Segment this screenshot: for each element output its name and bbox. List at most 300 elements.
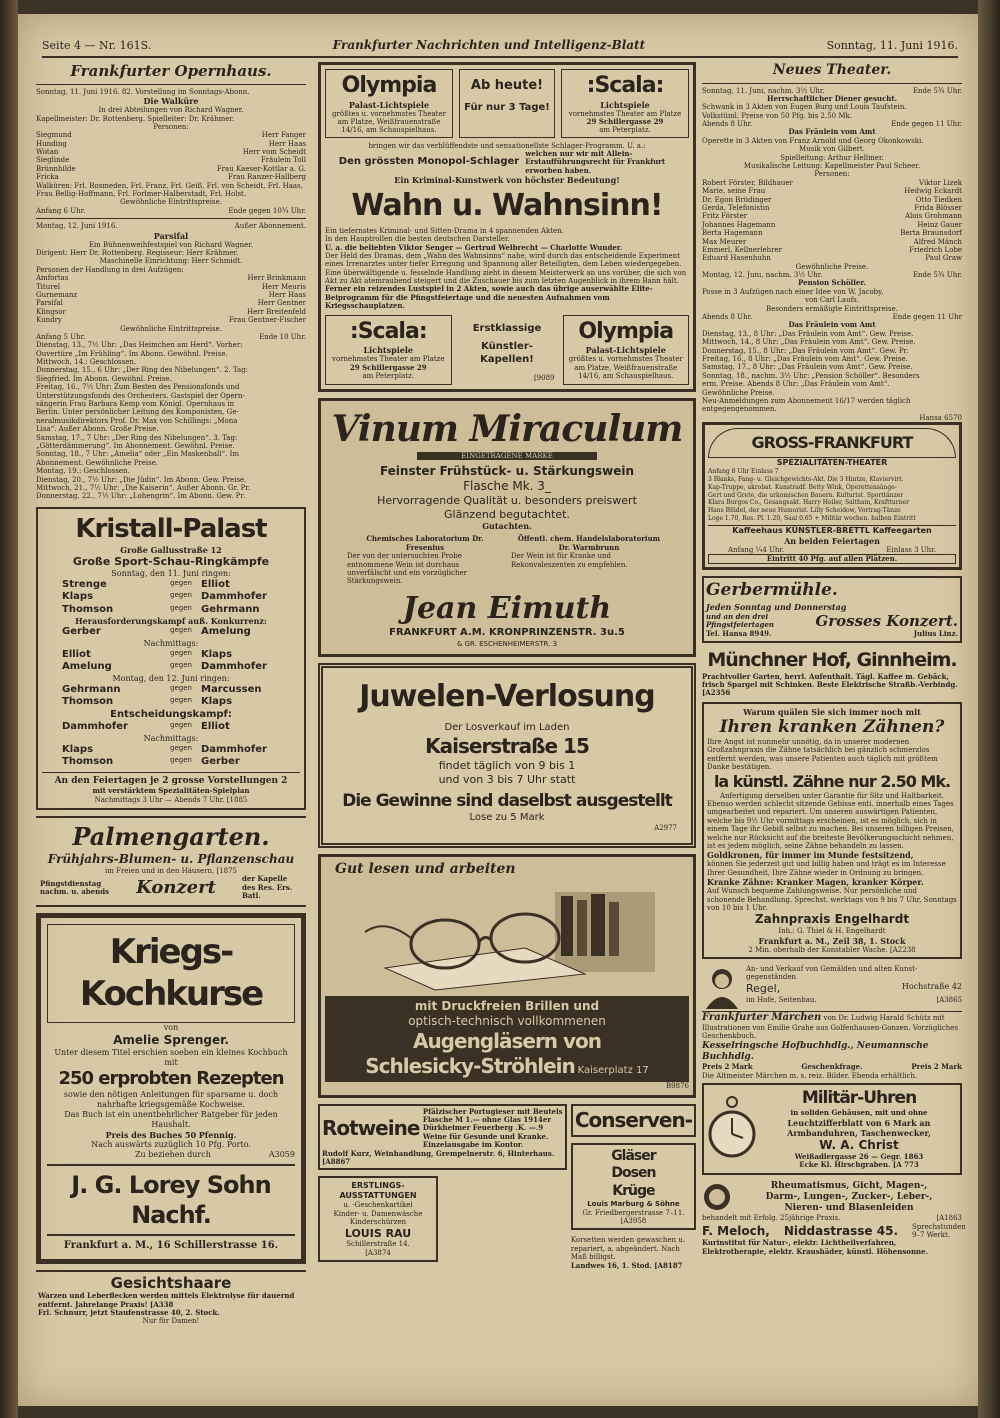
juwelen-line-4: und von 3 bis 7 Uhr statt <box>438 772 576 786</box>
muench-title: Münchner Hof, Ginnheim. <box>707 648 957 671</box>
kristall-monday-afternoon <box>42 744 300 769</box>
opera-cast2-performer: Frau Gentner-Fischer <box>228 316 306 325</box>
wrestler-name: Elliot <box>62 648 91 660</box>
kochkurse-text-1: Unter diesem Titel erschien soeben ein kleines Kochbuch mit <box>54 1047 288 1067</box>
opera-cast2-role: Parsifal <box>36 299 63 308</box>
zahn-question-1: Warum quälen Sie sich immer noch mit <box>743 706 921 717</box>
wrestler-name: Dammhofer <box>201 743 267 755</box>
meloch-name: F. Meloch, <box>702 1223 770 1238</box>
erstlings-name: LOUIS RAU <box>344 1226 412 1240</box>
brillen-line-2: optisch-technisch vollkommenen <box>408 1014 606 1029</box>
glaeser-address: Gr. Friedbergerstrasse 7–11. <box>582 1208 685 1217</box>
neues-cast <box>702 179 962 263</box>
kochkurse-text-3: Das Buch ist ein unentbehrlicher Ratgeber für jeden Haushalt. <box>64 1110 278 1130</box>
wrestler-name: Thomson <box>62 696 114 708</box>
rotweine-title: Rotweine <box>322 1116 420 1141</box>
olympia-title-2: Olympia <box>578 318 674 344</box>
opera-program-line: Dienstag, 20., 7½ Uhr: „Die Jüdin“. Im Abonn. Gew. Preise. <box>36 475 247 484</box>
opera-program-line: Donnerstag, 15., 6 Uhr: „Der Ring des Nibelungen“. 2. Tag: <box>36 366 249 375</box>
meloch-line-4: behandelt mit Erfolg. 25jährige Praxis. <box>702 1214 841 1223</box>
opera-cast2-role: Titurel <box>36 282 60 291</box>
neues-cast-performer: Berta Braunsdorf <box>900 229 962 238</box>
neues-program-line: Gewöhnliche Preise. <box>702 388 775 397</box>
neues-work-1: Herrschaftlicher Diener gesucht. <box>766 93 898 103</box>
opera-cast2-role: Kundry <box>36 316 62 325</box>
zahn-kranke: Kranke Zähne: Kranker Magen, kranker Körper. <box>707 877 924 888</box>
opera-cast2-row <box>36 308 306 316</box>
vinum-lab-2 <box>511 535 667 585</box>
kristall-monday-fights <box>42 684 300 709</box>
kriegs-kochkurse-ad <box>36 913 306 1264</box>
wrestler-name: Klaps <box>62 743 94 755</box>
kochkurse-price: Preis des Buches 50 Pfennig. <box>105 1130 237 1141</box>
opera-cast2-performer: Herr Haas <box>268 290 306 299</box>
wahn-text-3: U. a. die beliebten Viktor Senger — Gertrud Welbrecht — Charlotte Wunder. <box>325 242 623 252</box>
opera-cast1-role: Brünnhilde <box>36 164 76 173</box>
meloch-code: [A1863 <box>936 1214 962 1223</box>
zahn-gold: Goldkronen, für immer im Munde festsitzend, <box>707 850 914 861</box>
neues-cast-performer: Paul Graw <box>925 254 962 263</box>
kristall-palast-ad <box>36 507 306 810</box>
neues-cast-performer: Heinz Gauer <box>917 220 962 229</box>
rotweine-text: Pfälzischer Portugieser mit Beutels Flasche M 1.— ohne Glas 1914er Dürkheimer Feuerberg .K. —.9 Weine für Gesunde und Kranke. Einzelausgabe im Kontor. <box>422 1106 563 1150</box>
opera-cast1-row <box>36 173 306 181</box>
opera-prices-1: Gewöhnliche Eintrittspreise. <box>120 198 222 207</box>
vinum-quality: Hervorragende Qualität u. besonders preiswert <box>377 493 637 507</box>
gerbermuehle-ad <box>702 576 962 642</box>
wrestler-name: Gerber <box>62 626 101 638</box>
juwelen-line-3: findet täglich von 9 bis 1 <box>438 759 576 773</box>
glaeser-line-3: Krüge <box>612 1182 655 1199</box>
kristall-challenge-fight <box>42 626 300 639</box>
gerber-konzert: Grosses Konzert. <box>815 611 958 630</box>
meloch-line-3: Nieren- und Blasenleiden <box>784 1203 914 1214</box>
kapellen-line-1: Erstklassige <box>472 322 542 334</box>
opera-cast1-performer: Herr vom Scheidt <box>242 148 306 157</box>
gesichtshaare-ad <box>36 1270 306 1328</box>
opera-abo-2: Außer Abonnement. <box>234 222 306 231</box>
scala-text2-1: am Peterplatz. <box>599 126 651 135</box>
neues-line-12: Besonders ermäßigte Eintrittspreise. <box>766 304 898 313</box>
opera-program-line: Ouvertüre „Im Frühling“. Im Abonn. Gewöhnl. Preise. <box>36 349 228 358</box>
gross-program-line: Klara Burgos Co., Gesangsakt. Harry Heiler, Saltham, Kraftturner <box>708 499 909 507</box>
neues-cast-role: Marie, seine Frau <box>702 187 766 196</box>
neues-line-10: Posse in 3 Aufzügen nach einer Idee von W. Jacoby, <box>702 287 884 296</box>
neues-cast-row <box>702 229 962 237</box>
neues-end-3: Ende 5¾ Uhr. <box>912 271 962 280</box>
opera-cast1-role: Fricka <box>36 173 59 182</box>
palmengarten-ad <box>36 816 306 907</box>
opera-cast2-role: Klingsor <box>36 307 66 316</box>
vinum-approved: Glänzend begutachtet. <box>444 507 570 521</box>
gerber-line-1: Jeden Sonntag und Donnerstag <box>706 601 847 612</box>
neues-cast-row <box>702 179 962 187</box>
pocket-watch-icon <box>707 1094 757 1164</box>
wrestler-name: Gehrmann <box>201 603 260 615</box>
opera-date-2: Montag, 12. Juni 1916. <box>36 222 118 231</box>
zahnpraxis-ad <box>702 702 962 959</box>
vinum-address: FRANKFURT A.M. KRONPRINZENSTR. 3u.5 <box>389 627 625 639</box>
wahn-intro: bringen wir das verblüffendste und sensationellste Schlager-Programm. U. a.: <box>368 141 646 150</box>
wrestler-name: Elliot <box>201 721 230 733</box>
gross-kaffee: Kaffeehaus KÜNSTLER-BRETTL Kaffeegarten <box>708 525 956 536</box>
gerber-name: Julius Linz. <box>913 629 958 639</box>
conserven-title: Conserven- <box>574 1107 692 1132</box>
opera-date-1: Sonntag, 11. Juni 1916. 82. Vorstellung im Sonntags-Abonn. <box>36 87 250 96</box>
kristall-subtitle: Große Sport-Schau-Ringkämpfe <box>72 555 270 569</box>
zahn-owner: Inh.: G. Thiel & H. Engelhardt <box>778 927 886 936</box>
neues-cast-role: Eduard Hasenhuhn <box>702 254 771 263</box>
militaer-line-1: in soliden Gehäusen, mit und ohne <box>790 1108 928 1118</box>
neues-program-line: erm. Preise. Abends 8 Uhr: „Das Fräulein vom Amt“. <box>702 380 890 389</box>
vinum-maker: Jean Eimuth <box>402 590 612 626</box>
olympia-title-1: Olympia <box>341 73 437 98</box>
wrestler-name: Amelung <box>201 626 251 638</box>
meloch-address: Niddastrasse 45. <box>783 1223 898 1238</box>
zahn-text-4: können Sie jederzeit gut und billig haben und trägt es im Interesse Ihrer Gesundheit, Ihre Zähne wieder in Ordnung zu bringen. <box>707 860 946 877</box>
erstlings-line-3: u. -Geschenkartikel <box>343 1201 413 1210</box>
neues-cast-performer: Frida Blösser <box>914 203 962 212</box>
neues-cast-row <box>702 246 962 254</box>
neues-cast-performer: Alois Grohmann <box>904 212 962 221</box>
neues-theater-listing <box>702 62 962 414</box>
gegen-label: gegen <box>170 578 192 587</box>
zahn-text-5: Auf Wunsch bequeme Zahlungsweise. Nur persönliche und schonende Behandlung. Sprechst. werktags von 9 bis 7 Uhr, Sonntags von 10 bis 1 Uhr. <box>707 887 957 912</box>
opera-cast1-performer: Fräulein Toll <box>260 156 306 165</box>
militaer-name: W. A. Christ <box>819 1137 899 1152</box>
scala-title-1: Scala <box>594 73 656 98</box>
scala-text-1: vornehmstes Theater am Platze <box>568 109 682 118</box>
scala-sub-2: Lichtspiele <box>363 345 413 356</box>
wahn-intro-2: Den grössten Monopol-Schlager <box>338 156 520 168</box>
heute-line-2: Für nur 3 Tage! <box>464 102 550 114</box>
maerchen-text: von Dr. Ludwig Harald Schütz mit Illustrationen von Emilie Grahe aus Golfenhausen-Gonzen. Vorzügliches Geschenkbuch. <box>702 1014 959 1041</box>
neues-cast-role: Fritz Förster <box>702 212 748 221</box>
neues-line-8: Musikalische Leitung: Kapellmeister Paul Scheer. <box>743 162 921 171</box>
glaeser-line-1: Gläser <box>611 1147 656 1164</box>
glasses-illustration <box>325 878 685 996</box>
kristall-sunday: Sonntag, den 11. Juni ringen: <box>111 568 231 578</box>
regel-line-1: An- und Verkauf von Gemälden und alten Kunst- <box>746 965 918 974</box>
neues-cast-row <box>702 196 962 204</box>
rotweine-ad <box>318 1104 567 1171</box>
opera-program-line: Dienstag, 13., 7½ Uhr: „Das Heimchen am Herd“. Vorher: <box>36 341 243 350</box>
gross-program-line: Anfang 8 Uhr Einlass 7 <box>708 468 779 476</box>
vinum-lab2-text: Der Wein ist für Kranke und Rekonvaleszenten zu empfehlen. <box>511 552 628 569</box>
neues-title: Neues Theater. <box>772 62 892 78</box>
wrestler-name: Thomson <box>62 603 114 615</box>
masthead: Frankfurter Nachrichten und Intelligenz-Blatt <box>332 38 646 52</box>
zahn-text-1: Ihre Angst ist nunmehr unnötig, da in unserer modernen Großzahnpraxis die Zähne tatsächlich bei gänzlich schmerzlos entfernt werden, was unsere Patienten auch täglich mit größtem Danke bestätigen. <box>707 738 938 772</box>
kochkurse-author: Amelie Sprenger. <box>113 1032 229 1047</box>
wahn-intro-3: Ein Kriminal-Kunstwerk von höchster Bedeutung! <box>394 175 620 186</box>
neues-program-line: Neu-Anmeldungen zum Abonnement 16/17 werden täglich <box>702 396 911 405</box>
opera-cast1-role: Sieglinde <box>36 156 70 165</box>
gross-program <box>708 468 956 523</box>
neues-line-6: Musik von Gilbert. <box>799 145 865 154</box>
maerchen-title: Frankfurter Märchen <box>702 1012 822 1024</box>
gegen-label: gegen <box>170 603 192 612</box>
regel-line-2: gegenständen <box>746 973 796 982</box>
opera-cast2-row <box>36 316 306 324</box>
gross-einlass: Einlass 3 Uhr. <box>886 545 936 554</box>
gesicht-text: Warzen und Leberflecken werden mittels Elektrolyse für dauernd entfernt. Jahrelange Praxis! [A338 <box>38 1291 295 1309</box>
neues-end-1: Ende 5¾ Uhr. <box>912 86 962 95</box>
opera-cast1-performer: Herr Fanger <box>261 131 306 140</box>
opera-cast2-performer: Herr Breitenfeld <box>247 307 306 316</box>
neues-cast-role: Robert Förster, Bildhauer <box>702 178 793 187</box>
gerber-line-2: und an den drei Pfingstfeiertagen <box>706 611 774 630</box>
kristall-footer-3: Nachmittags 3 Uhr — Abends 7 Uhr. [1885 <box>94 795 248 804</box>
opera-start-1: Anfang 6 Uhr. <box>36 206 86 215</box>
glaeser-ad <box>571 1143 696 1231</box>
regel-address: Hochstraße 42 <box>901 981 962 991</box>
vinum-title: Vinum Miraculum <box>331 407 683 450</box>
opera-program-line: „Götterdämmerung“. Im Abonnement. Gewöhnl. Preise. <box>36 441 235 450</box>
opera-cast1-role: Wotan <box>36 148 59 157</box>
opera-cast1-role: Hunding <box>36 139 67 148</box>
opera-cast2-row <box>36 274 306 282</box>
kristall-sunday-afternoon <box>42 649 300 674</box>
erstlings-line-1: ERSTLINGS- <box>351 1181 405 1191</box>
opera-end-2: Ende 10 Uhr. <box>259 332 306 341</box>
meloch-line-1: Rheumatismus, Gicht, Magen-, <box>770 1180 928 1191</box>
page-gutter <box>0 0 18 1418</box>
page-edge <box>978 0 1000 1418</box>
fight-pairing <box>42 626 300 639</box>
glaeser-code: [A3958 <box>620 1216 647 1225</box>
neues-end-2: Ende gegen 11 Uhr. <box>891 120 962 129</box>
kristall-footer: An den Feiertagen je 2 grosse Vorstellungen 2 <box>54 775 288 786</box>
vinum-price: Flasche Mk. 3_ <box>463 478 551 493</box>
opera-program-line: sängerin Frau Barbara Kemp vom Königl. Opernhaus in <box>36 400 235 409</box>
neues-date-3: Montag, 12. Juni, nachm. 3½ Uhr. <box>702 271 823 280</box>
zahn-price: la künstl. Zähne nur 2.50 Mk. <box>713 771 951 791</box>
neues-program-line: Samstag, 17., 8 Uhr: „Das Fräulein vom Amt“. Gew. Preise. <box>702 363 913 372</box>
kochkurse-text-2: sowie den nötigen Anleitungen für sparsame u. doch nahrhafte kriegsgemäße Kochweise. <box>63 1090 279 1110</box>
opera-title: Frankfurter Opernhaus. <box>70 62 272 80</box>
kapellen-code: [9089 <box>533 374 555 383</box>
kristall-decision: Entscheidungskampf: <box>110 708 232 720</box>
scala-addr-1: 29 Schillergasse 29 <box>586 116 664 126</box>
gerber-tel: Tel. Hansa 8949. <box>706 629 772 639</box>
neues-program-line: Mittwoch, 14., 8 Uhr: „Das Fräulein vom Amt“. Gew. Preise. <box>702 338 916 347</box>
olympia-scala-ad <box>318 62 696 392</box>
opera-cast1-performer: Frau Ranzer-Hallberg <box>228 173 306 182</box>
fight-pairing <box>42 604 300 617</box>
brillen-code: B9876 <box>666 1082 689 1091</box>
page-header <box>42 34 958 58</box>
zahn-text-3: Ebenso werden schlecht sitzende Gebisse enti. innerhalb eines Tages umgearbeitet und repariert. Um unseren auswärtigen Patienten, welche bis 9½ Uhr vormittags erscheinen, ist es möglich, sich in einem Tage ihr Gebiß selbst zu machen. Bei unseren billigen Preisen, welche nur Rücksicht auf die breiteste Bevölkerungsschicht nehmen, ist es jedem möglich, seine Zähne behandeln zu lassen. <box>707 800 954 850</box>
neues-cast-row <box>702 204 962 212</box>
wrestler-name: Amelung <box>62 661 112 673</box>
opera-end-1: Ende gegen 10¾ Uhr. <box>228 206 306 215</box>
bottom-right-stack <box>571 1104 696 1270</box>
conserven-ad <box>571 1104 696 1137</box>
gross-phone: Hansa 6570 <box>919 413 962 422</box>
neues-work-4: Das Fräulein vom Amt <box>788 320 876 330</box>
olympia-sub-1: Palast-Lichtspiele <box>348 99 430 110</box>
opera-cast1-row <box>36 131 306 139</box>
opera-cast2-role: Amfortas <box>36 274 69 283</box>
gerber-title: Gerbermühle. <box>706 580 838 601</box>
wahn-text-5: Ferner ein reizendes Lustspiel in 2 Akten, sowie auch das übrige auserwählte Elite-Beiprogramm für die Pfingstfeiertage und die neuesten Aufnahmen vom Kriegsschauplatzen. <box>325 284 653 311</box>
olympia-sub-2: Palast-Lichtspiele <box>585 345 666 356</box>
olympia-box-2 <box>563 315 690 385</box>
glaeser-name: Louis Marburg & Söhne <box>587 1200 680 1209</box>
olympia-text-2: größtes u. vornehmstes Theater am Platze, Weißfrauenstraße 14/16, am Schauspielhaus. <box>568 355 683 380</box>
wrestler-name: Gehrmann <box>62 683 121 695</box>
brillen-dark-band <box>325 996 689 1082</box>
heute-box <box>459 69 555 138</box>
gross-anfang: Anfang ¼4 Uhr. <box>728 545 785 554</box>
fight-pairing <box>42 721 300 734</box>
rotweine-name: Rudolf Kurz, Weinhandlung, Grempelnerstr. 6, Hinterhaus. [A8867 <box>322 1148 555 1167</box>
neues-persons: Personen: <box>814 170 850 179</box>
opera-start-2: Anfang 5 Uhr. <box>36 332 86 341</box>
bottom-row-ads <box>318 1104 696 1270</box>
opera-program-line: Samstag, 17., 7 Uhr: „Der Ring des Nibelungen“. 3. Tag: <box>36 433 238 442</box>
neues-line-3: Volkstüml. Preise von 50 Pfg. bis 2.50 Mk. <box>702 111 852 120</box>
vinum-lab-1 <box>347 535 503 585</box>
erstlings-ad <box>318 1176 438 1262</box>
gegen-label: gegen <box>170 648 192 657</box>
neues-line-5: Operette in 3 Akten von Franz Arnold und Georg Okonkowski. <box>702 136 924 145</box>
palmen-subtitle: Frühjahrs-Blumen- u. Pflanzenschau <box>47 852 295 866</box>
fight-pairing <box>42 744 300 757</box>
meloch-hours: Sprechstunden 9–7 Werkt. <box>911 1222 966 1240</box>
vinum-address-2: & GR. ESCHENHEIMERSTR. 3 <box>456 639 558 648</box>
erstlings-line-4: Kinder- u. Damenwäsche <box>333 1209 423 1218</box>
opera-program-line: Unterstützungsfonds des Orchesters. Gastspiel der Opern- <box>36 391 245 400</box>
muench-text: Prachtvoller Garten, herrl. Aufenthalt. Tägl. Kaffee m. Gebäck, frisch Spargel mit Schinken. Beste Elektrische Straßb.-Verbindg. [A2356 <box>702 671 958 698</box>
kochkurse-title: Kriegs-Kochkurse <box>47 924 295 1023</box>
wahn-title: Wahn u. Wahnsinn! <box>351 188 663 224</box>
opera-program-line: Mittwoch, 21., 7½ Uhr: „Die Kaiserin“. Außer Abonn. Gr. Pr. <box>36 483 251 492</box>
kristall-challenge: Herausforderungskampf auß. Konkurrenz: <box>75 616 267 627</box>
kristall-sunday-fights <box>42 579 300 617</box>
gross-frankfurt-ad <box>702 422 962 570</box>
opera-cast1-row <box>36 165 306 173</box>
gesicht-title: Gesichtshaare <box>110 1273 232 1292</box>
maerchen-mid: Geschenkfrage. <box>801 1062 863 1072</box>
zahn-question-2: Ihren kranken Zähnen? <box>719 716 945 737</box>
scala-text2-2: am Peterplatz. <box>362 371 414 380</box>
neues-end-4: Ende gegen 11 Uhr <box>892 313 962 322</box>
scala-text-2: vornehmstes Theater am Platze <box>332 355 445 364</box>
muenchner-hof-ad <box>702 649 962 698</box>
zahn-name: Zahnpraxis Engelhardt <box>754 912 910 927</box>
opera-listing <box>36 62 306 501</box>
juwelen-line-1: Der Losverkauf im Laden <box>444 721 570 733</box>
erstlings-code: [A3874 <box>365 1248 391 1257</box>
vinum-lab1-title: Chemisches Laboratorium Dr. Fresenius <box>366 534 484 552</box>
gross-title: GROSS-FRANKFURT <box>708 428 956 458</box>
juwelen-verlosung-ad <box>318 663 696 848</box>
wahn-text-4: Der Held des Dramas, dem „Wahn des Wahnsinns“ nahe, wird durch das entscheidende Experiment eines Irrenarztes unter tiefer Erregung und Spannung aller Beteiligten, dem Leben wiedergegeben. Eine überwältigende u. fesselnde Handlung zieht in diesem Meisterwerk an uns vorüber, die sich von Akt zu Akt atemraubend steigert und die Zuschauer bis zum letzten Augenblick in ihrem Bann hält. <box>325 251 687 286</box>
opera-program-line: Montag, 19.: Geschlossen. <box>36 467 130 476</box>
opera-program <box>36 341 306 500</box>
brillen-line-4: Schlesicky-Ströhlein <box>365 1054 575 1079</box>
kristall-footer-2: mit verstärktem Spezialitäten-Spielplan <box>92 786 250 796</box>
maerchen-foot: Die Altmeister Märchen m. s. reiz. Bilder. Ebenda erhältlich. <box>702 1071 918 1080</box>
gross-program-line: Kap-Truppe, akrobat. Kunstradf. Betty Wink, Operettensänge- <box>708 483 897 491</box>
neues-cast-role: Berta Hagemann <box>702 229 763 238</box>
militaer-address: Weißadlergasse 26 — Gegr. 1863 <box>794 1151 924 1161</box>
kristall-decision-fight <box>42 721 300 734</box>
palmen-konzert-when: Pfingstdienstag nachm. u. abends <box>40 878 110 896</box>
neues-cast-row <box>702 238 962 246</box>
opera-prices-2: Gewöhnliche Eintrittspreise. <box>120 324 222 333</box>
neues-cast-row <box>702 254 962 262</box>
zahn-address: Frankfurt a. M., Zeil 38, 1. Stock <box>758 935 906 946</box>
opera-cast-1 <box>36 131 306 181</box>
maerchen-price-2: Preis 2 Mark <box>911 1062 962 1072</box>
gegen-label: gegen <box>170 743 192 752</box>
opera-work-1: Die Walküre <box>143 96 199 107</box>
militaer-address-2: Ecke Kl. Hirschgraben. [A 773 <box>799 1160 919 1170</box>
olympia-box-1 <box>325 69 453 138</box>
kapellen-box <box>458 315 557 385</box>
neues-prices: Gewöhnliche Preise. <box>795 262 869 271</box>
gross-eintritt: Eintritt 40 Pfg. auf allen Plätzen. <box>708 554 956 564</box>
korsett-ad <box>571 1236 696 1270</box>
scala-box-2: :Scala: Lichtspiele vornehmstes Theater am Platze 29 Schillergasse 29 am Peterplatz. <box>325 315 452 385</box>
erstlings-line-2: AUSSTATTUNGEN <box>339 1191 417 1201</box>
column-right <box>702 62 966 1256</box>
neues-cast-performer: Alfred Mänch <box>913 237 962 246</box>
gegen-label: gegen <box>170 626 192 635</box>
gesicht-name: Frl. Schnurr, jetzt Staufenstrasse 40, 2. Stock. <box>38 1308 220 1318</box>
brillen-top: Gut lesen und arbeiten <box>335 860 516 877</box>
neues-cast-role: Gerda, Telefonistin <box>702 203 770 212</box>
kristall-nachmittags-1: Nachmittags: <box>143 638 199 648</box>
neues-work-2: Das Fräulein vom Amt <box>788 127 876 137</box>
fight-pairing <box>42 756 300 769</box>
neues-cast-performer: Viktor Lizek <box>919 178 962 187</box>
kristall-title: Kristall-Palast <box>75 513 267 544</box>
wrestler-name: Dammhofer <box>201 591 267 603</box>
opera-program-line: Abonnement. Gewöhnliche Preise. <box>36 458 159 467</box>
fight-pairing <box>42 591 300 604</box>
opera-cast1-performer: Frau Kaeser-Kottlar a. G. <box>216 164 306 173</box>
opera-program-line: Siegfried. Im Abonn. Gewöhnl. Preise. <box>36 374 172 383</box>
brillen-line-1: mit Druckfreien Brillen und <box>414 999 600 1014</box>
opera-persons2-label: Personen der Handlung in drei Aufzügen: <box>36 265 184 274</box>
opera-cast2-row <box>36 299 306 307</box>
erstlings-line-5: Kinderschürzen <box>349 1218 407 1227</box>
kochkurse-recipes: 250 erprobten Rezepten <box>58 1067 284 1089</box>
neues-cast-role: Johannes Hagemann <box>702 220 776 229</box>
regel-code: [A3865 <box>936 995 962 1004</box>
neues-cast-row <box>702 212 962 220</box>
gegen-label: gegen <box>170 696 192 705</box>
opera-cast-2 <box>36 274 306 324</box>
neues-program-line: Donnerstag, 15., 8 Uhr: „Das Fräulein vom Amt“. Gew. Pr. <box>702 346 909 355</box>
header-date: Sonntag, 11. Juni 1916. <box>826 38 958 52</box>
fight-pairing <box>42 649 300 662</box>
opera-program-line: Sonntag, 18., 7 Uhr: „Amelia“ oder „Ein Maskenball“. Im <box>36 450 239 459</box>
fight-pairing <box>42 661 300 674</box>
wrestler-name: Thomson <box>62 756 114 768</box>
neues-cast-role: Emmerl, Kellnerlehrer <box>702 245 782 254</box>
neues-program <box>702 330 962 414</box>
maerchen-publisher: Kesselringsche Hofbuchhdlg., Neumannsche Buchhdlg. <box>702 1040 929 1063</box>
maerchen-ad <box>702 1011 962 1080</box>
maerchen-price-1: Preis 2 Mark <box>702 1062 753 1072</box>
opera-cast2-row <box>36 283 306 291</box>
kristall-monday: Montag, den 12. Juni ringen: <box>112 673 230 683</box>
